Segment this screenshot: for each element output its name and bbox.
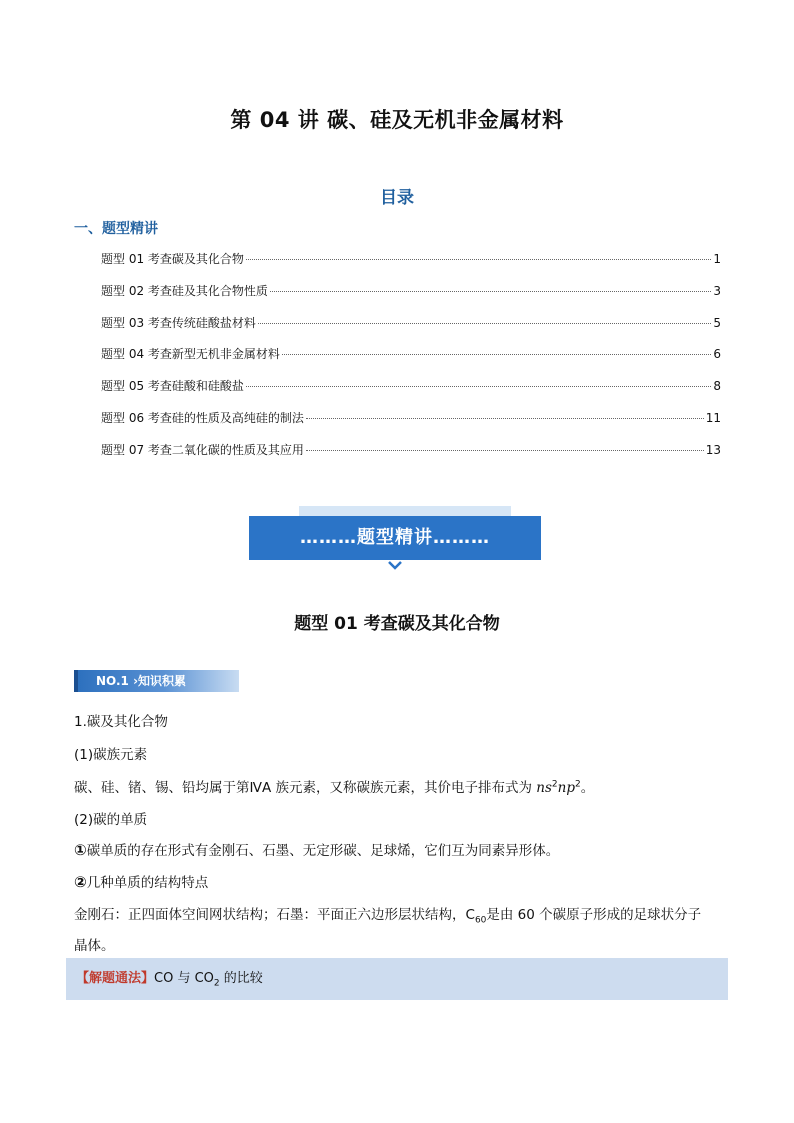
content-line: (2)碳的单质 bbox=[74, 812, 148, 828]
content-line bbox=[74, 839, 724, 859]
toc-item-page: 13 bbox=[705, 442, 721, 457]
question-type-title: 题型 01 考查碳及其化合物 bbox=[294, 614, 500, 634]
toc-item[interactable] bbox=[101, 441, 721, 473]
circled-number: ② bbox=[74, 873, 87, 891]
toc-item[interactable] bbox=[101, 314, 721, 346]
hint-text bbox=[76, 958, 263, 1005]
knowledge-tag bbox=[74, 670, 239, 692]
content-text: 碳单质的存在形式有金刚石、石墨、无定形碳、足球烯，它们互为同素异形体。 bbox=[86, 843, 560, 859]
toc-item[interactable] bbox=[101, 282, 721, 314]
lecture-title: 第 04 讲 碳、硅及无机非金属材料 bbox=[230, 108, 564, 132]
toc-list bbox=[101, 250, 721, 473]
toc-leader-dots bbox=[282, 354, 711, 355]
toc-leader-dots bbox=[258, 323, 711, 324]
toc-item-page: 5 bbox=[713, 315, 721, 330]
superscript: 2 bbox=[574, 779, 581, 790]
content-line: 1.碳及其化合物 bbox=[74, 714, 168, 730]
toc-leader-dots bbox=[270, 291, 711, 292]
chevron-down-icon bbox=[387, 560, 403, 570]
toc-item[interactable] bbox=[101, 409, 721, 441]
content-line: 晶体。 bbox=[74, 938, 115, 954]
toc-section-label: 一、题型精讲 bbox=[74, 221, 158, 237]
section-banner bbox=[249, 506, 541, 576]
formula-ns: ns bbox=[536, 780, 552, 796]
toc-item-page: 1 bbox=[713, 252, 721, 266]
toc-item-label: 题型 05 考查硅酸和硅酸盐 bbox=[101, 379, 244, 394]
hint-content: CO 与 CO bbox=[154, 971, 214, 986]
superscript: 2 bbox=[551, 779, 558, 790]
tag-label: NO.1 ›知识积累 bbox=[96, 674, 187, 688]
content-text: 。 bbox=[580, 780, 595, 796]
toc-item-label: 题型 01 考查碳及其化合物 bbox=[101, 252, 244, 266]
subscript: 2 bbox=[213, 978, 220, 989]
toc-leader-dots bbox=[246, 386, 711, 387]
toc-item-page: 3 bbox=[713, 283, 721, 298]
content-line bbox=[74, 776, 724, 796]
toc-item-page: 11 bbox=[705, 410, 721, 425]
subscript: 60 bbox=[474, 915, 487, 926]
toc-item[interactable] bbox=[101, 250, 721, 282]
toc-item-label: 题型 03 考查传统硅酸盐材料 bbox=[101, 315, 256, 330]
toc-leader-dots bbox=[246, 259, 711, 260]
toc-item-page: 8 bbox=[713, 379, 721, 394]
hint-box bbox=[66, 958, 728, 1000]
tag-bar bbox=[74, 670, 78, 692]
banner-label: ………题型精讲……… bbox=[249, 516, 541, 560]
toc-leader-dots bbox=[306, 418, 704, 419]
toc-leader-dots bbox=[306, 450, 704, 451]
content-line: (1)碳族元素 bbox=[74, 747, 148, 763]
content-text: 几种单质的结构特点 bbox=[86, 875, 209, 891]
content-text: 是由 60 个碳原子形成的足球状分子 bbox=[486, 907, 702, 923]
toc-item-label: 题型 07 考查二氧化碳的性质及其应用 bbox=[101, 442, 304, 457]
toc-item-label: 题型 06 考查硅的性质及高纯硅的制法 bbox=[101, 410, 304, 425]
toc-item-label: 题型 02 考查硅及其化合物性质 bbox=[101, 283, 268, 298]
toc-item-page: 6 bbox=[713, 347, 721, 362]
toc-item-label: 题型 04 考查新型无机非金属材料 bbox=[101, 347, 280, 362]
toc-item[interactable] bbox=[101, 377, 721, 409]
hint-content: 的比较 bbox=[219, 971, 263, 986]
content-text: 金刚石：正四面体空间网状结构；石墨：平面正六边形层状结构，C bbox=[74, 907, 475, 923]
circled-number: ① bbox=[74, 841, 87, 859]
content-line bbox=[74, 871, 724, 891]
content-line bbox=[74, 903, 724, 926]
toc-heading: 目录 bbox=[380, 188, 414, 208]
formula-np: np bbox=[557, 780, 575, 796]
hint-label: 【解题通法】 bbox=[76, 971, 155, 986]
content-text: 碳、硅、锗、锡、铅均属于第ⅣA 族元素，又称碳族元素，其价电子排布式为 bbox=[74, 780, 537, 796]
toc-item[interactable] bbox=[101, 345, 721, 377]
